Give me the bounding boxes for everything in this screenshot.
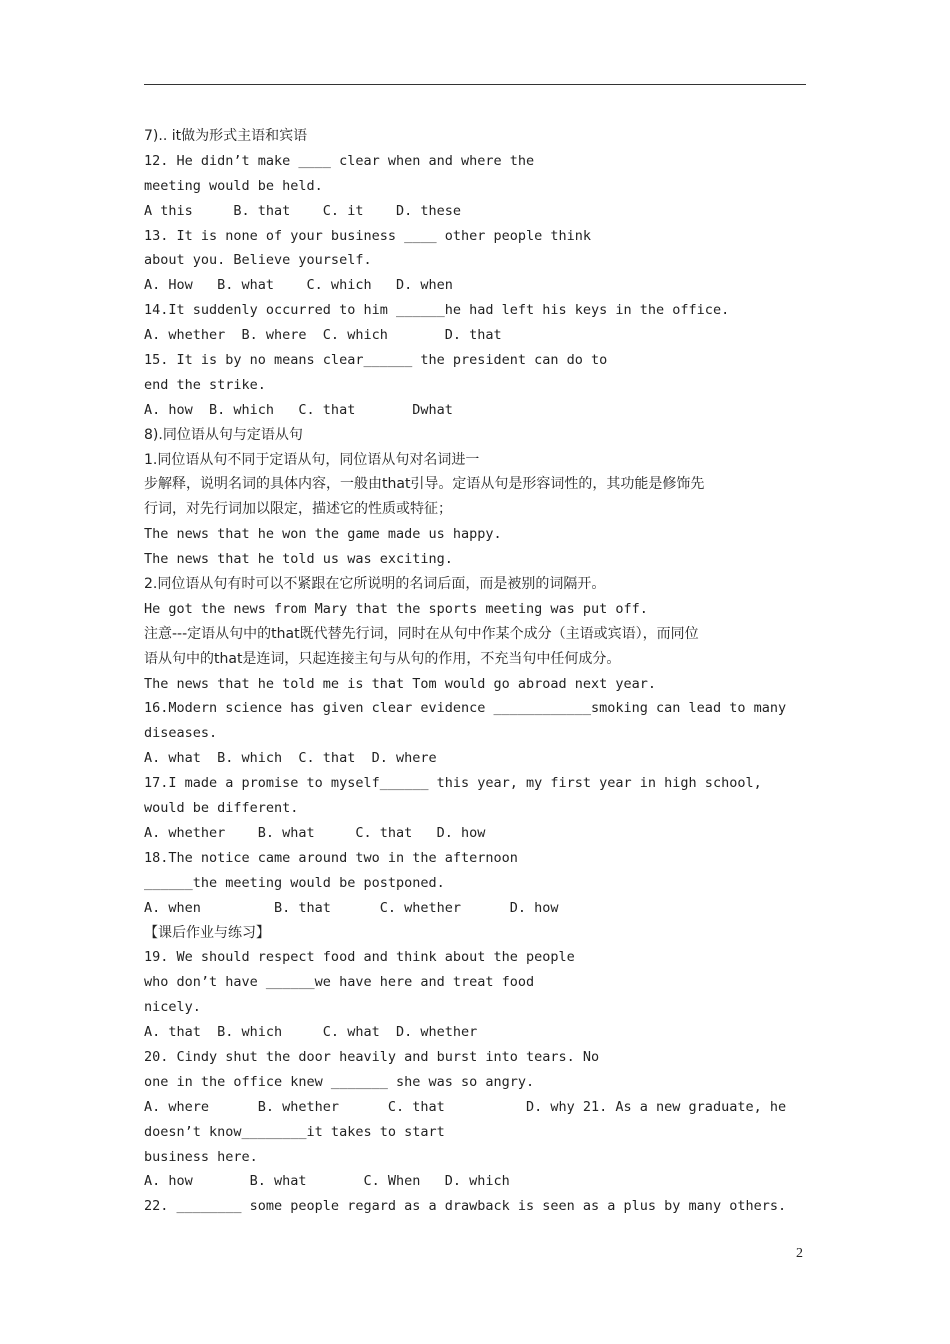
question-16-cont: diseases.: [144, 725, 218, 742]
question-15: 15. It is by no means clear______ the president can do to: [144, 352, 608, 369]
document-body: [144, 124, 808, 1219]
example-2: The news that he told us was exciting.: [144, 551, 453, 568]
question-16-options: A. what B. which C. that D. where: [144, 750, 437, 767]
explanation-2: 2.同位语从句有时可以不紧跟在它所说明的名词后面，而是被别的词隔开。: [144, 576, 606, 593]
question-17: 17.I made a promise to myself______ this year, my first year in high school,: [144, 775, 762, 792]
question-18-options: A. when B. that C. whether D. how: [144, 899, 559, 916]
question-12-options: A this B. that C. it D. these: [144, 202, 461, 219]
question-13-cont: about you. Believe yourself.: [144, 252, 372, 269]
question-20: 20. Cindy shut the door heavily and burst into tears. No: [144, 1048, 600, 1065]
section-heading-appositive: 8).同位语从句与定语从句: [144, 426, 303, 443]
question-17-cont: would be different.: [144, 800, 299, 817]
question-19-cont: who don’t have ______we have here and treat food: [144, 974, 535, 991]
question-16: 16.Modern science has given clear evidence ____________smoking can lead to many: [144, 700, 787, 717]
note: 注意---定语从句中的that既代替先行词，同时在从句中作某个成分（主语或宾语），而同位: [144, 625, 699, 642]
question-15-options: A. how B. which C. that Dwhat: [144, 401, 453, 418]
question-13-options: A. How B. what C. which D. when: [144, 277, 453, 294]
question-22: 22. ________ some people regard as a drawback is seen as a plus by many others.: [144, 1198, 787, 1215]
header-rule: [144, 84, 806, 85]
question-21-cont: doesn’t know________it takes to start: [144, 1123, 445, 1140]
question-19: 19. We should respect food and think about the people: [144, 949, 575, 966]
section-heading-it: 7).. it做为形式主语和宾语: [144, 128, 308, 144]
question-21-cont2: business here.: [144, 1148, 258, 1165]
question-18-cont: ______the meeting would be postponed.: [144, 874, 445, 891]
explanation-1-cont2: 行词，对先行词加以限定，描述它的性质或特征；: [144, 501, 452, 518]
question-20-cont: one in the office knew _______ she was so angry.: [144, 1073, 535, 1090]
page-number: 2: [796, 1246, 803, 1261]
example-1: The news that he won the game made us happy.: [144, 526, 502, 543]
explanation-1-cont: 步解释，说明名词的具体内容，一般由that引导。定语从句是形容词性的，其功能是修饰先: [144, 476, 705, 493]
question-20-options: A. where B. whether C. that D. why 21. As a new graduate, he: [144, 1098, 787, 1115]
question-13: 13. It is none of your business ____ other people think: [144, 227, 592, 244]
note-cont: 语从句中的that是连词，只起连接主句与从句的作用，不充当句中任何成分。: [144, 650, 621, 667]
question-17-options: A. whether B. what C. that D. how: [144, 824, 486, 841]
question-21-options: A. how B. what C. When D. which: [144, 1173, 510, 1190]
question-14-options: A. whether B. where C. which D. that: [144, 327, 502, 344]
question-19-cont2: nicely.: [144, 999, 201, 1016]
question-14: 14.It suddenly occurred to him ______he had left his keys in the office.: [144, 302, 730, 319]
homework-heading: 【课后作业与练习】: [144, 924, 270, 941]
question-19-options: A. that B. which C. what D. whether: [144, 1024, 478, 1041]
question-18: 18.The notice came around two in the afternoon: [144, 849, 518, 866]
explanation-1: 1.同位语从句不同于定语从句，同位语从句对名词进一: [144, 451, 480, 468]
example-4: The news that he told me is that Tom would go abroad next year.: [144, 675, 657, 692]
example-3: He got the news from Mary that the sports meeting was put off.: [144, 600, 648, 617]
question-15-cont: end the strike.: [144, 376, 266, 393]
question-12: 12. He didn’t make ____ clear when and where the: [144, 152, 535, 169]
question-12-cont: meeting would be held.: [144, 177, 323, 194]
